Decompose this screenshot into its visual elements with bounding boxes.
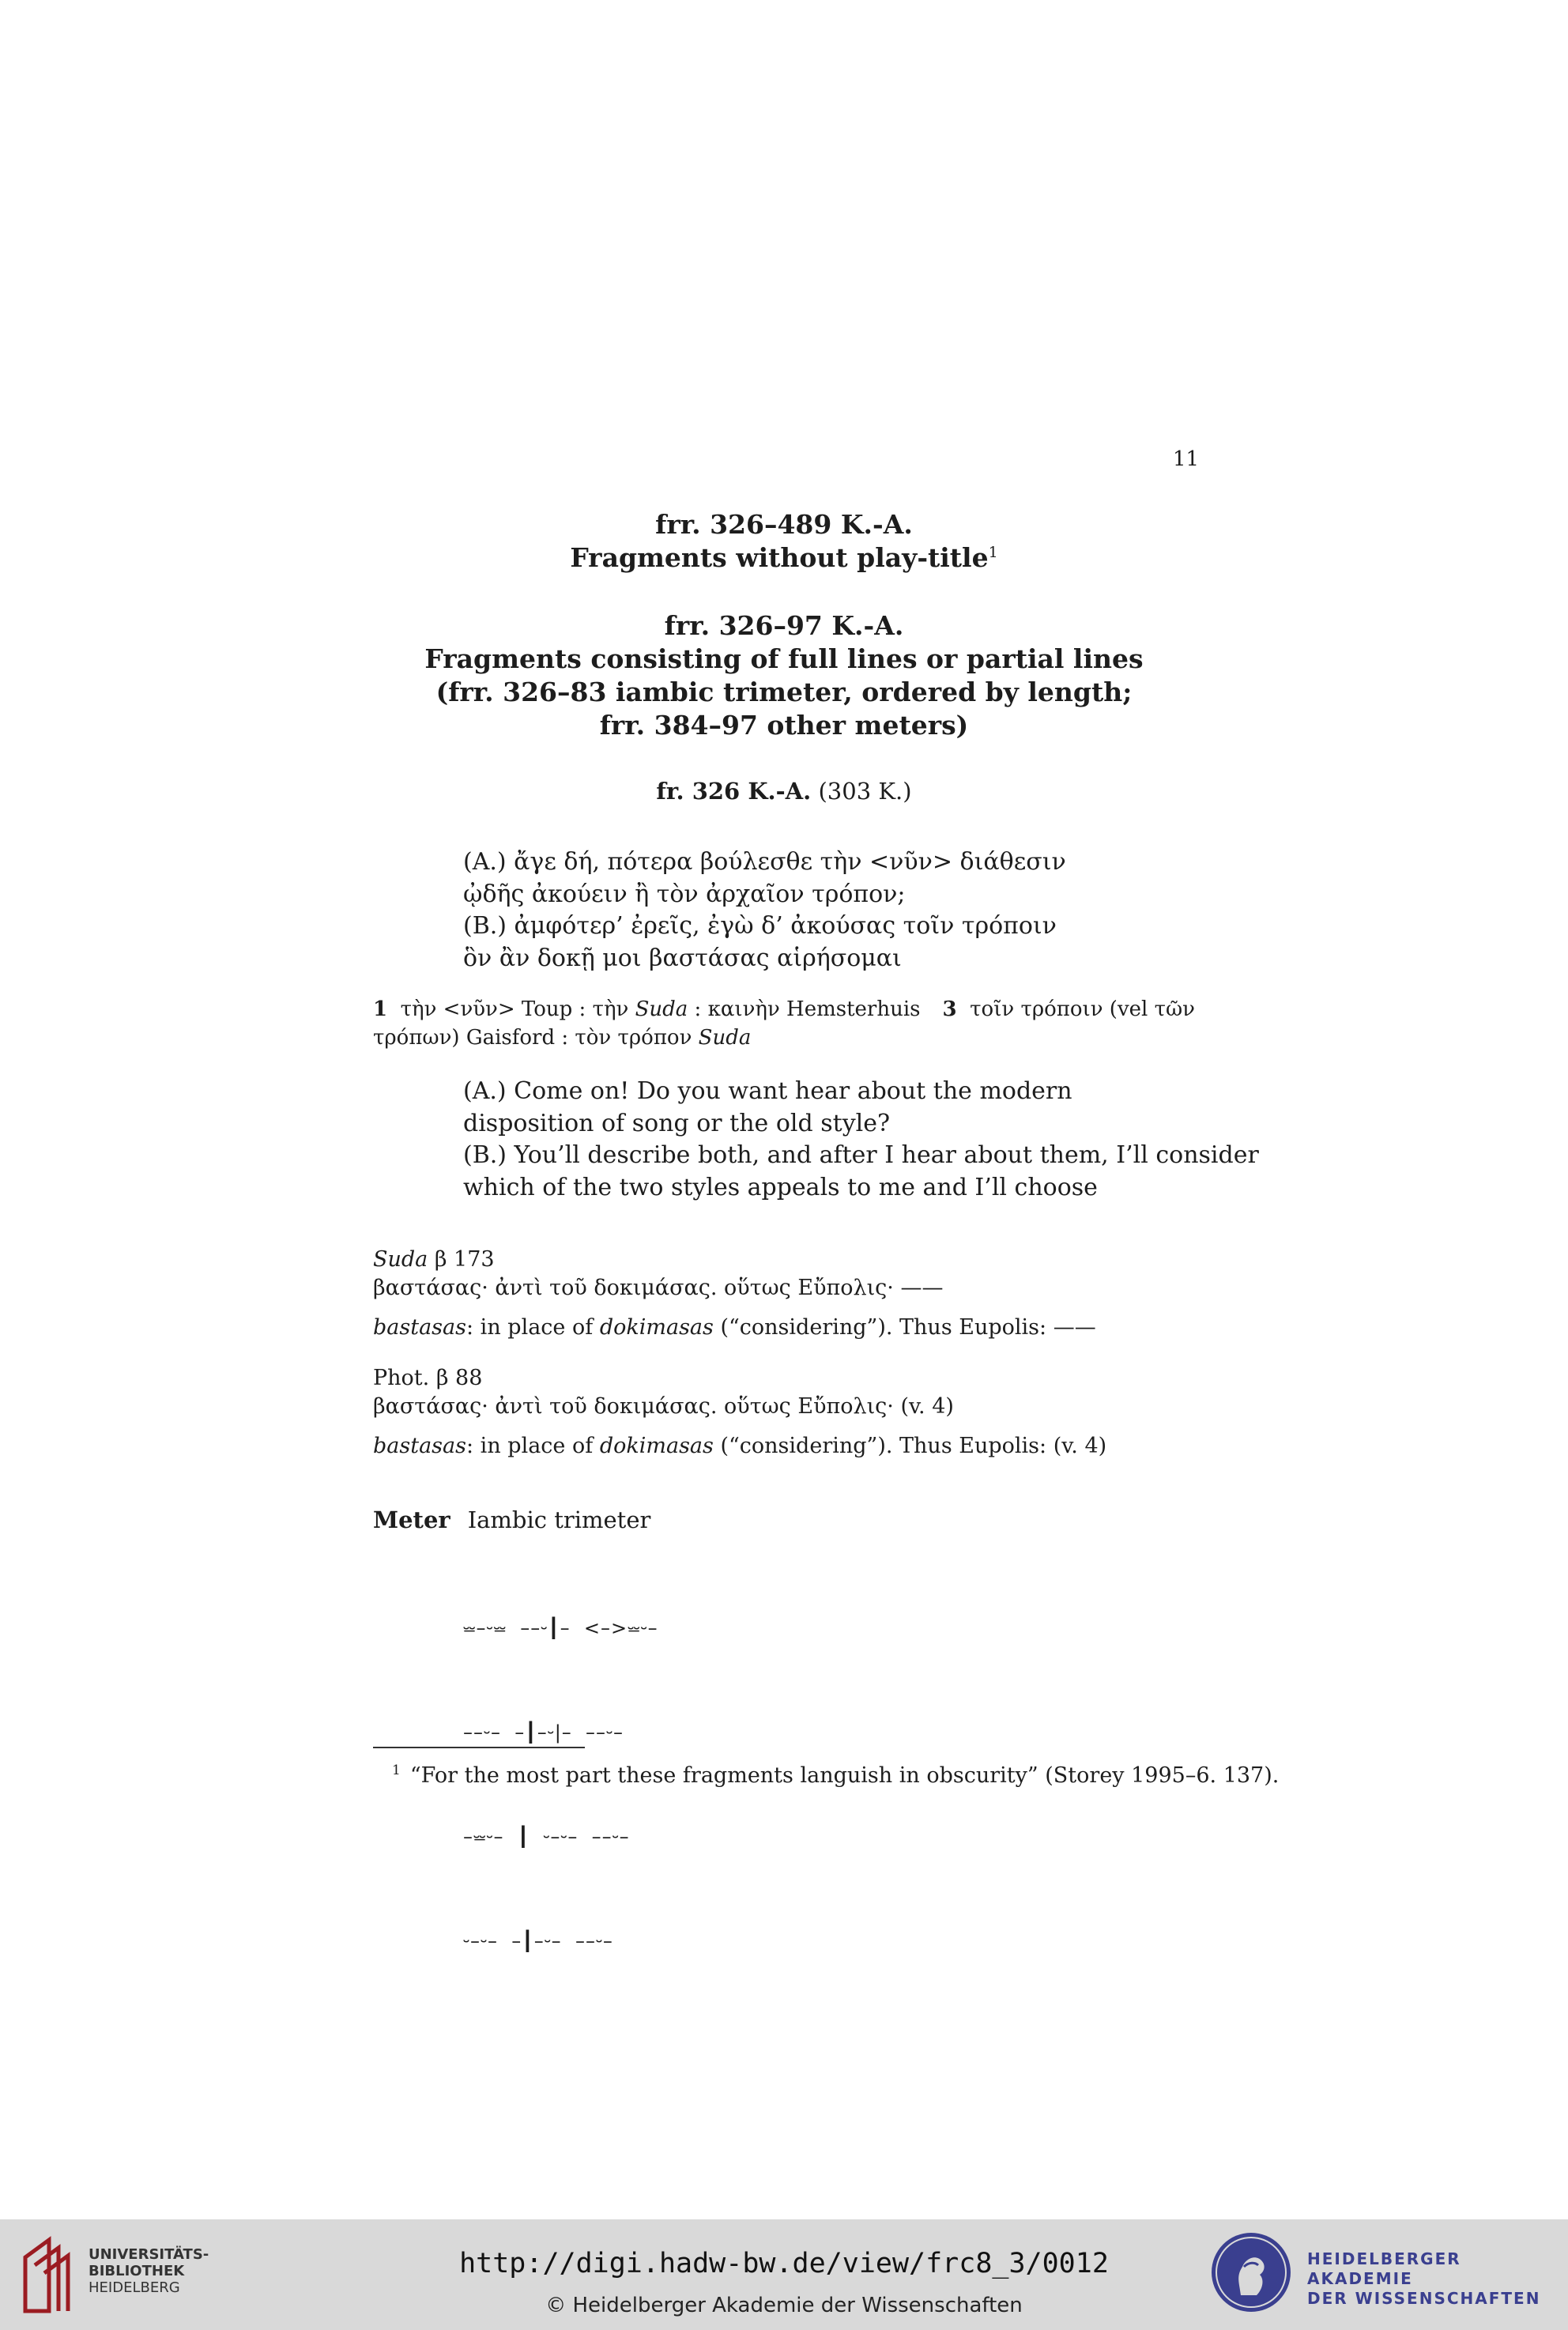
verse-line: (A.) ἄγε δή, πότερα βούλεσθε τὴν <νῦν> διάθεσιν xyxy=(463,848,1066,876)
translation-line: which of the two styles appeals to me and I’ll choose xyxy=(463,1173,1098,1201)
academy-name: HEIDELBERGER AKADEMIE DER WISSENSCHAFTEN xyxy=(1307,2249,1541,2308)
footnote-rule xyxy=(373,1747,585,1748)
meter-label: Meter xyxy=(373,1506,450,1533)
footnote xyxy=(392,1763,1279,1788)
source-english: bastasas: in place of dokimasas (“considering”). Thus Eupolis: (v. 4) xyxy=(373,1434,1107,1458)
source-greek: βαστάσας· ἀντὶ τοῦ δοκιμάσας. οὕτως Εὔπολις· —— xyxy=(373,1276,944,1300)
source-ref: Phot. β 88 xyxy=(373,1366,483,1390)
greek-verse xyxy=(463,846,1066,975)
page-number: 11 xyxy=(1173,447,1200,471)
section-title-text: Fragments without play-title xyxy=(570,542,989,573)
fragment-heading xyxy=(0,778,1568,805)
scheme-line: ⏑–⏑– –┃–⏑– ––⏑– xyxy=(463,1930,613,1952)
source-english: bastasas: in place of dokimasas (“considering”). Thus Eupolis: —— xyxy=(373,1315,1096,1340)
footnote-ref[interactable]: 1 xyxy=(988,544,998,561)
translation-line: disposition of song or the old style? xyxy=(463,1109,891,1137)
source-ref: Suda β 173 xyxy=(373,1247,495,1272)
scheme-line: –⏕⏑– ┃ ⏑–⏑– ––⏑– xyxy=(463,1826,630,1848)
section-range-heading: frr. 326–489 K.-A. xyxy=(655,509,913,540)
scheme-line: ––⏑– –┃–⏑|– ––⏑– xyxy=(463,1721,624,1744)
subsection-range-heading: frr. 326–97 K.-A. xyxy=(664,610,904,641)
academy-seal-icon[interactable] xyxy=(1209,2230,1293,2314)
subsection-note-line1: (frr. 326–83 iambic trimeter, ordered by length; xyxy=(435,677,1133,707)
apparatus-continuation: τρόπων) Gaisford : τὸν τρόπον Suda xyxy=(373,1026,752,1050)
translation-line: (B.) You’ll describe both, and after I hear about them, I’ll consider xyxy=(463,1141,1259,1169)
permalink-url[interactable]: http://digi.hadw-bw.de/view/frc8_3/0012 xyxy=(459,2248,1109,2279)
subsection-title: Fragments consisting of full lines or partial lines xyxy=(424,643,1144,674)
translation-line: (A.) Come on! Do you want hear about the modern xyxy=(463,1077,1072,1105)
apparatus-line-number: 3 xyxy=(942,997,957,1021)
fragment-label: fr. 326 K.-A. xyxy=(656,778,812,805)
subsection-note-line2: frr. 384–97 other meters) xyxy=(599,710,969,741)
critical-apparatus xyxy=(373,995,1195,1052)
source-greek: βαστάσας· ἀντὶ τοῦ δοκιμάσας. οὕτως Εὔπολις· (v. 4) xyxy=(373,1394,954,1419)
meter-line xyxy=(373,1506,650,1533)
copyright-notice: © Heidelberger Akademie der Wissenschaften xyxy=(545,2294,1023,2317)
verse-line: (B.) ἀμφότερ’ ἐρεῖς, ἐγὼ δ’ ἀκούσας τοῖν τρόποιν xyxy=(463,912,1057,940)
meter-value: Iambic trimeter xyxy=(467,1506,651,1533)
apparatus-entry-3: 3 τοῖν τρόποιν (vel τῶν xyxy=(942,997,1195,1021)
section-title xyxy=(0,541,1568,575)
apparatus-entry-1: 1 τὴν <νῦν> Toup : τὴν Suda : καινὴν Hemsterhuis xyxy=(373,997,921,1021)
apparatus-line-number: 1 xyxy=(373,997,388,1021)
scheme-line: ⏕–⏑⏕ ––⏑┃– <–>⏕⏑– xyxy=(463,1617,658,1639)
verse-line: ὃν ἂν δοκῇ μοι βαστάσας αἱρήσομαι xyxy=(463,944,902,972)
university-library-name: UNIVERSITÄTS- BIBLIOTHEK HEIDELBERG xyxy=(89,2246,209,2296)
footnote-text: “For the most part these fragments languish in obscurity” (Storey 1995–6. 137). xyxy=(409,1763,1280,1788)
footnote-number: 1 xyxy=(392,1763,401,1778)
testimonia xyxy=(373,1246,1106,1461)
english-translation xyxy=(463,1076,1259,1204)
fragment-alt-number: (303 K.) xyxy=(818,778,912,805)
verse-line: ᾠδῆς ἀκούειν ἢ τὸν ἀρχαῖον τρόπον; xyxy=(463,880,906,908)
